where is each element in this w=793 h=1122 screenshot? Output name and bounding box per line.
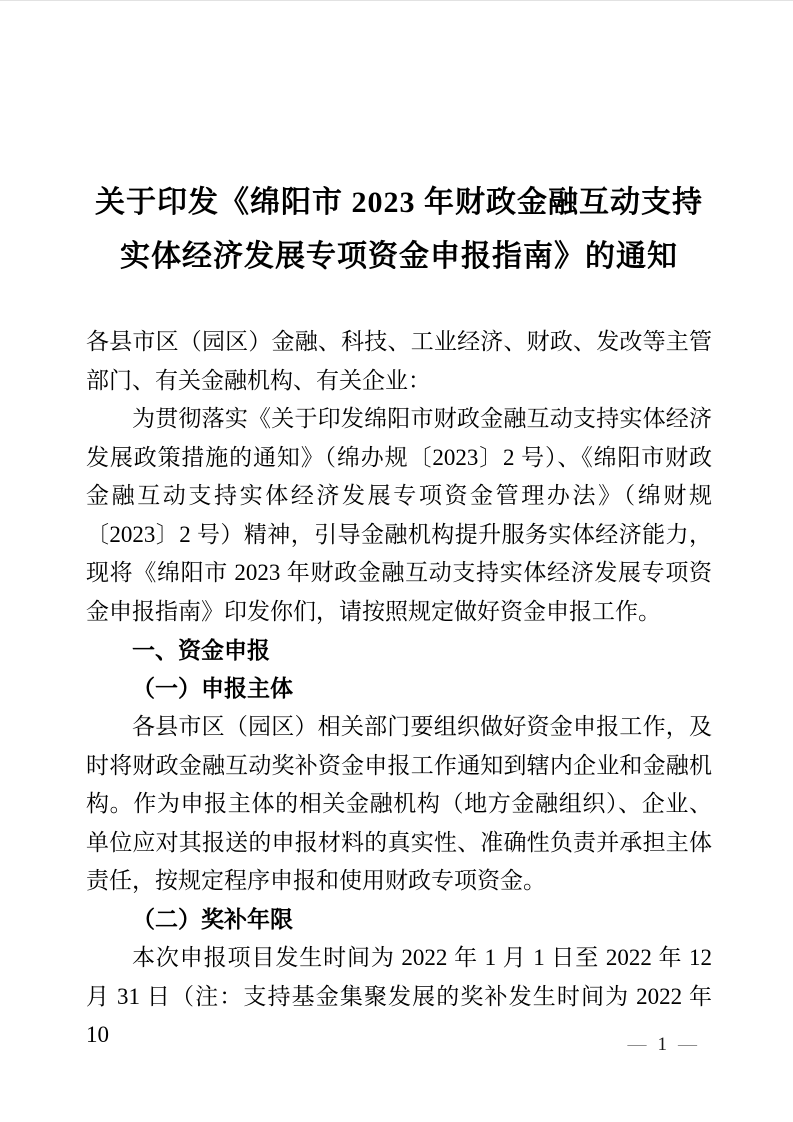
subsection-2-paragraph: 本次申报项目发生时间为 2022 年 1 月 1 日至 2022 年 12 月 31 日（注：支持基金集聚发展的奖补发生时间为 2022 年 10 [86, 945, 712, 1047]
salutation-line: 各县市区（园区）金融、科技、工业经济、财政、发改等主管部门、有关金融机构、有关企业： [86, 329, 712, 393]
subsection-2-heading: （二）奖补年限 [132, 906, 293, 932]
document-title [86, 1, 712, 284]
subsection-1-heading: （一）申报主体 [132, 675, 293, 701]
section-1-heading: 一、资金申报 [132, 637, 270, 663]
intro-paragraph: 为贯彻落实《关于印发绵阳市财政金融互动支持实体经济发展政策措施的通知》（绵办规〔2023〕2 号）、《绵阳市财政金融互动支持实体经济发展专项资金管理办法》（绵财规〔2023〕2 号）精神，引导金融机构提升服务实体经济能力，现将《绵阳市 2023 年财政金融互动支持实体经济发展专项资金申报指南》印发你们，请按照规定做好资金申报工作。 [86, 406, 712, 624]
document-title-line-1: 关于印发《绵阳市 2023 年财政金融互动支持 [95, 186, 703, 219]
document-content [86, 1, 712, 1055]
page-number [628, 1034, 698, 1056]
page-number-value: 1 [657, 1034, 667, 1055]
page-number-dash-left: — [627, 1034, 647, 1055]
subsection-1-paragraph: 各县市区（园区）相关部门要组织做好资金申报工作，及时将财政金融互动奖补资金申报工作通知到辖内企业和金融机构。作为申报主体的相关金融机构（地方金融组织）、企业、单位应对其报送的申报材料的真实性、准确性负责并承担主体责任，按规定程序申报和使用财政专项资金。 [86, 714, 712, 893]
document-title-line-2: 实体经济发展专项资金申报指南》的通知 [120, 240, 678, 273]
page-number-dash-right: — [678, 1034, 697, 1055]
